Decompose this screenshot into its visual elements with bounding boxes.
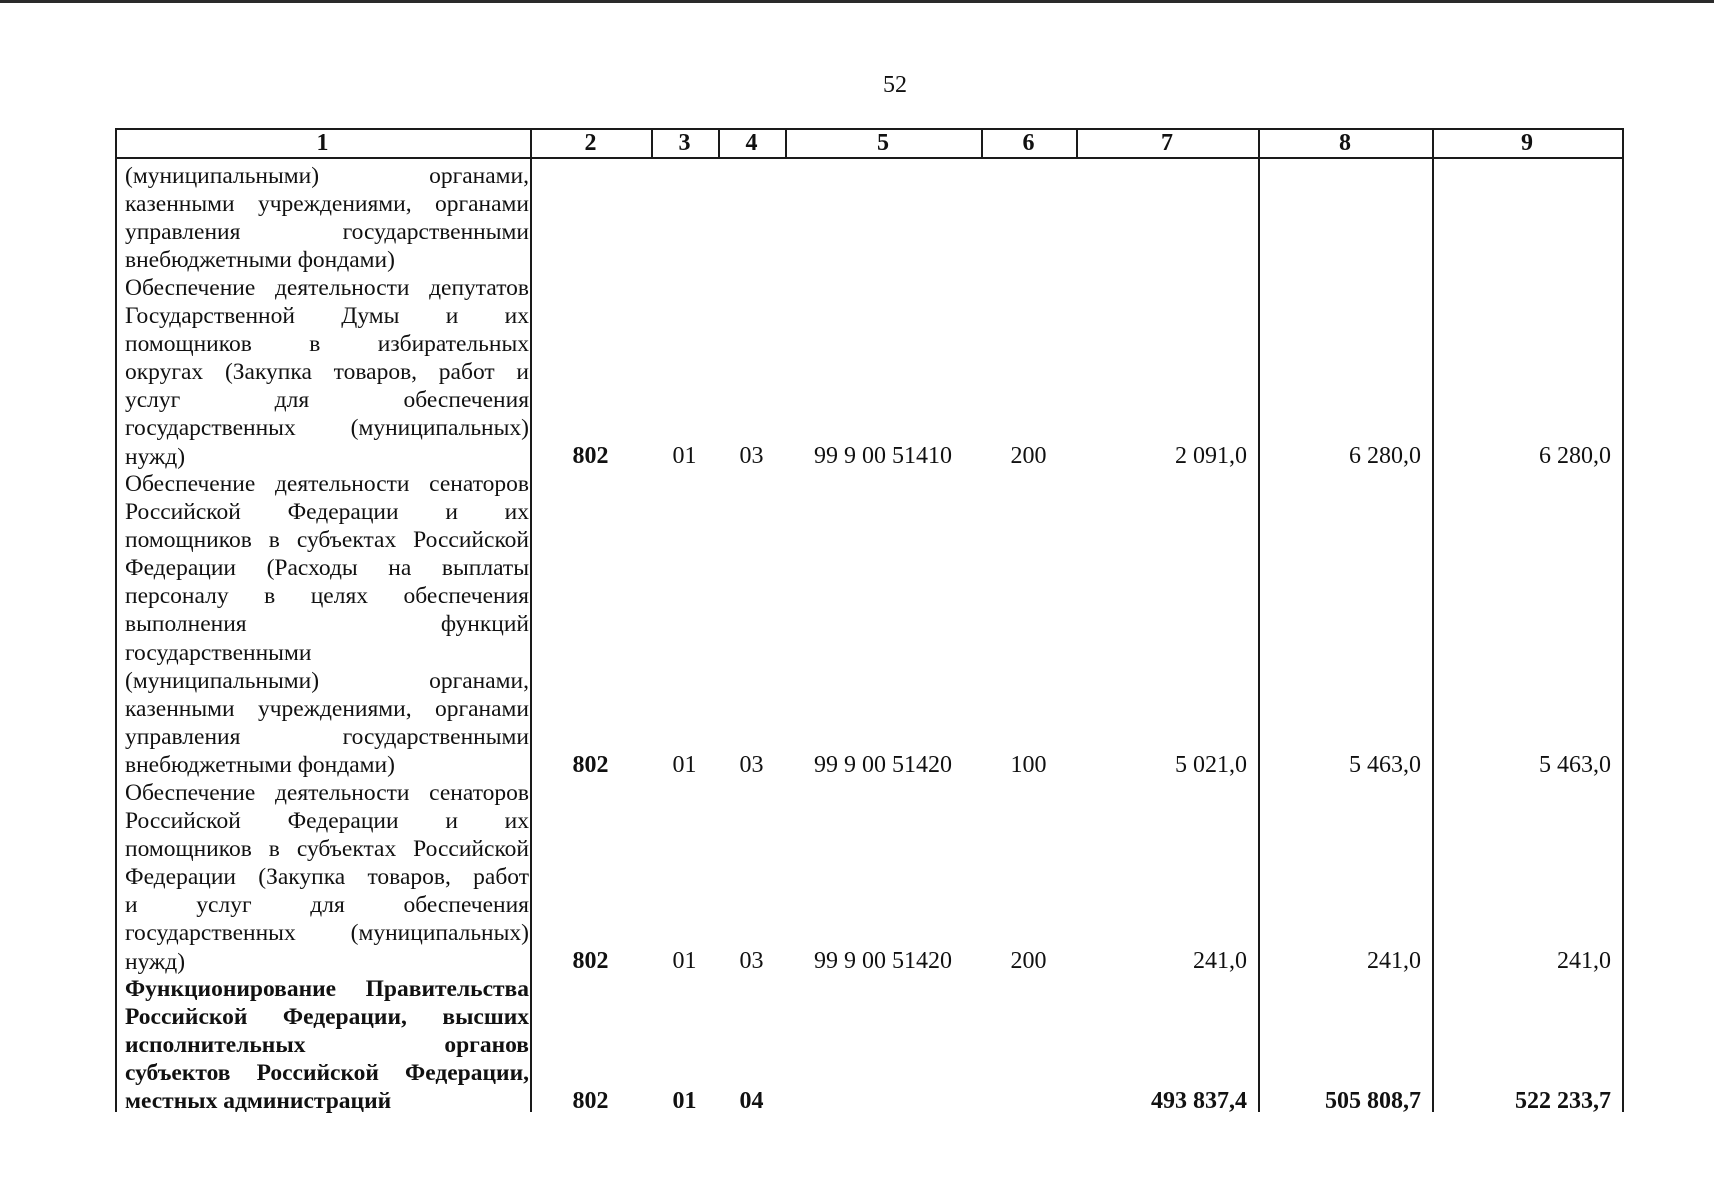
cell-col-2: 802 [572, 948, 609, 974]
description-line: казенными учреждениями, органами [125, 695, 529, 722]
description-line: помощников в субъектах Российской [125, 527, 529, 554]
cell-col-9: 522 233,7 [1515, 1088, 1611, 1114]
description-line: нужд) [125, 443, 186, 470]
description-line: услуг для обеспечения [125, 387, 529, 414]
description-line: внебюджетными фондами) [125, 751, 395, 778]
header-col-9: 9 [1521, 130, 1533, 156]
description-line: и услуг для обеспечения [125, 892, 529, 919]
cell-col-2: 802 [572, 752, 609, 778]
cell-col-6: 200 [1010, 443, 1047, 469]
cell-col-7: 241,0 [1193, 948, 1247, 974]
header-col-2: 2 [584, 130, 597, 156]
cell-col-6 [981, 1087, 1076, 1115]
table-border-left [115, 128, 117, 1112]
cell-col-8: 241,0 [1367, 948, 1421, 974]
header-col-5: 5 [877, 130, 889, 156]
cell-col-5: 99 9 00 51420 [814, 752, 952, 778]
cell-col-3: 01 [672, 443, 697, 469]
cell-col-8: 5 463,0 [1349, 752, 1421, 778]
cell-col-3: 01 [672, 948, 697, 974]
description-line: управления государственными [125, 219, 529, 246]
description-line: субъектов Российской Федерации, [125, 1060, 529, 1087]
cell-col-5: 99 9 00 51410 [814, 443, 952, 469]
description-line: местных администраций [125, 1088, 392, 1115]
header-bottom-border [115, 157, 1624, 159]
cell-col-8: 505 808,7 [1325, 1088, 1421, 1114]
cell-col-3: 01 [672, 1088, 697, 1114]
cell-col-4: 03 [739, 443, 764, 469]
description-line: нужд) [125, 948, 186, 975]
description-line: внебюджетными фондами) [125, 247, 395, 274]
table-row-description [125, 779, 529, 976]
header-col-3: 3 [678, 130, 691, 156]
cell-col-9: 6 280,0 [1539, 443, 1611, 469]
description-line: Российской Федерации и их [125, 808, 529, 835]
cell-col-7: 493 837,4 [1151, 1088, 1247, 1114]
description-line: Российской Федерации и их [125, 499, 529, 526]
cell-col-3: 01 [672, 752, 697, 778]
cell-col-8: 6 280,0 [1349, 443, 1421, 469]
description-line: управления государственными [125, 723, 529, 750]
description-line: исполнительных органов [125, 1032, 529, 1059]
description-line: Обеспечение деятельности сенаторов [125, 780, 529, 806]
header-col-4: 4 [745, 130, 758, 156]
header-col-6: 6 [1022, 130, 1035, 156]
cell-col-4: 03 [739, 752, 764, 778]
table-row-description [125, 470, 529, 779]
table-row-description [125, 274, 529, 471]
description-line: Обеспечение деятельности сенаторов [125, 471, 529, 497]
description-line: помощников в избирательных [125, 331, 529, 358]
cell-col-5: 99 9 00 51420 [814, 948, 952, 974]
cell-col-2: 802 [572, 443, 609, 469]
description-line: Федерации (Закупка товаров, работ [125, 864, 529, 891]
cell-col-6: 100 [1010, 752, 1047, 778]
description-line: персоналу в целях обеспечения [125, 583, 529, 610]
cell-col-7: 5 021,0 [1175, 752, 1247, 778]
table-row-description [125, 975, 529, 1115]
description-line: Функционирование Правительства [125, 976, 529, 1002]
description-line: Федерации (Расходы на выплаты [125, 555, 529, 582]
description-line: (муниципальными) органами, [125, 667, 529, 694]
header-col-8: 8 [1339, 130, 1351, 156]
header-col-7: 7 [1161, 130, 1173, 156]
description-line: выполнения функций [125, 611, 529, 638]
cell-col-4: 03 [739, 948, 764, 974]
description-line: казенными учреждениями, органами [125, 191, 529, 218]
header-col-1: 1 [316, 130, 329, 156]
table-border-right [1622, 128, 1624, 1112]
cell-col-4: 04 [739, 1088, 764, 1114]
page-number: 52 [883, 72, 907, 98]
description-line: государственных (муниципальных) [125, 415, 529, 442]
description-line: помощников в субъектах Российской [125, 836, 529, 863]
description-line: округах (Закупка товаров, работ и [125, 359, 529, 386]
description-line: Российской Федерации, высших [125, 1004, 529, 1031]
budget-table [115, 128, 1624, 1115]
description-line: (муниципальными) органами, [125, 163, 529, 189]
description-line: государственными [125, 639, 312, 666]
cell-col-9: 241,0 [1557, 948, 1611, 974]
scan-edge-line [0, 0, 1714, 3]
description-line: Государственной Думы и их [125, 303, 529, 330]
cell-col-2: 802 [572, 1088, 609, 1114]
table-row-description [125, 162, 529, 274]
description-line: Обеспечение деятельности депутатов [125, 275, 529, 301]
cell-col-5 [785, 1087, 981, 1115]
cell-col-9: 5 463,0 [1539, 752, 1611, 778]
cell-col-7: 2 091,0 [1175, 443, 1247, 469]
description-line: государственных (муниципальных) [125, 920, 529, 947]
cell-col-6: 200 [1010, 948, 1047, 974]
